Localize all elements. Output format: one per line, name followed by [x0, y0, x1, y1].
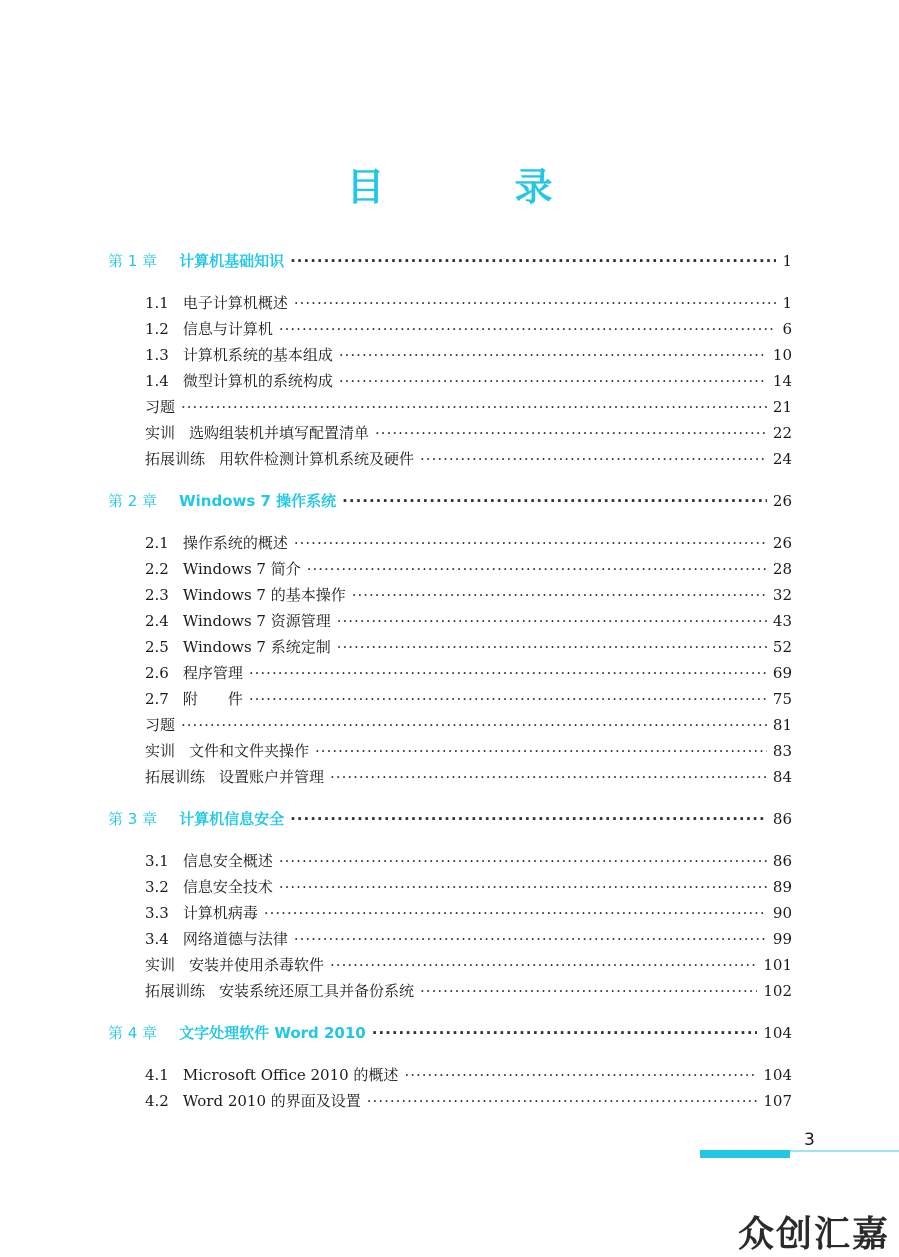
toc-entry-page: 90 [772, 904, 792, 922]
toc-leader-dots [294, 290, 777, 316]
toc-leader-dots [339, 368, 767, 394]
toc-entry-page: 102 [763, 982, 792, 1000]
toc-entry-number: 拓展训练 [145, 768, 206, 786]
toc-entry-number: 2.3 [145, 586, 169, 604]
toc-entry-number: 3.2 [145, 878, 169, 896]
toc-section-entry [108, 608, 792, 634]
toc-section-entry [108, 660, 792, 686]
toc-leader-dots [420, 446, 767, 472]
toc-section-entry [108, 634, 792, 660]
toc-chapter-entry [108, 806, 792, 832]
toc-section-entry [108, 368, 792, 394]
table-of-contents [108, 248, 792, 1114]
toc-entry-page: 22 [772, 424, 792, 442]
toc-leader-dots [279, 848, 767, 874]
toc-entry-label: 微型计算机的系统构成 [182, 372, 333, 390]
toc-section-entry [108, 764, 792, 790]
toc-entry-label: Windows 7 的基本操作 [182, 586, 346, 604]
toc-entry-label: 文字处理软件 Word 2010 [179, 1024, 366, 1042]
toc-leader-dots [264, 900, 767, 926]
toc-entry-label: 安装并使用杀毒软件 [189, 956, 325, 974]
toc-entry-number: 3.4 [145, 930, 169, 948]
toc-leader-dots [420, 978, 757, 1004]
toc-leader-dots [290, 806, 767, 832]
toc-entry-page: 99 [772, 930, 792, 948]
toc-section-entry [108, 556, 792, 582]
toc-section-entry [108, 926, 792, 952]
toc-entry-number: 1.4 [145, 372, 169, 390]
footer-rule [700, 1150, 899, 1158]
toc-entry-page: 10 [772, 346, 792, 364]
toc-leader-dots [337, 608, 767, 634]
toc-leader-dots [330, 764, 767, 790]
toc-entry-label: 选购组装机并填写配置清单 [189, 424, 370, 442]
toc-entry-page: 81 [772, 716, 792, 734]
toc-entry-page: 86 [772, 852, 792, 870]
toc-entry-number: 4.2 [145, 1092, 169, 1110]
toc-entry-label: Windows 7 资源管理 [182, 612, 331, 630]
toc-entry-page: 104 [763, 1024, 792, 1042]
footer-rule-thick [700, 1150, 790, 1158]
toc-entry-label: 设置账户并管理 [219, 768, 325, 786]
toc-section-entry [108, 874, 792, 900]
toc-entry-label: Windows 7 简介 [182, 560, 301, 578]
toc-leader-dots [315, 738, 767, 764]
toc-entry-number: 3.3 [145, 904, 169, 922]
toc-section-entry [108, 712, 792, 738]
toc-entry-label: 电子计算机概述 [182, 294, 288, 312]
toc-entry-label: 计算机基础知识 [179, 252, 285, 270]
toc-entry-page: 89 [772, 878, 792, 896]
toc-section-entry [108, 738, 792, 764]
toc-entry-page: 24 [772, 450, 792, 468]
toc-entry-page: 75 [772, 690, 792, 708]
toc-entry-label: 习题 [145, 398, 176, 416]
toc-entry-page: 86 [772, 810, 792, 828]
toc-leader-dots [249, 660, 767, 686]
page-title: 目 录 [346, 165, 599, 209]
watermark-logo: 众创汇嘉 [738, 1214, 891, 1255]
toc-leader-dots [307, 556, 767, 582]
toc-entry-number: 实训 [145, 956, 176, 974]
toc-leader-dots [337, 634, 767, 660]
toc-leader-dots [279, 316, 777, 342]
toc-entry-number: 拓展训练 [145, 982, 206, 1000]
toc-section-entry [108, 900, 792, 926]
toc-entry-label: Windows 7 操作系统 [179, 492, 337, 510]
toc-leader-dots [404, 1062, 757, 1088]
toc-entry-number: 2.5 [145, 638, 169, 656]
toc-leader-dots [352, 582, 767, 608]
toc-entry-label: 习题 [145, 716, 176, 734]
toc-section-entry [108, 1088, 792, 1114]
toc-section-entry [108, 530, 792, 556]
toc-entry-number: 1.3 [145, 346, 169, 364]
toc-entry-number: 1.1 [145, 294, 169, 312]
toc-leader-dots [181, 712, 767, 738]
toc-chapter-entry [108, 488, 792, 514]
toc-entry-label: Windows 7 系统定制 [182, 638, 331, 656]
toc-entry-label: Microsoft Office 2010 的概述 [182, 1066, 399, 1084]
toc-entry-label: 用软件检测计算机系统及硬件 [219, 450, 415, 468]
toc-entry-label: 信息安全技术 [182, 878, 273, 896]
toc-entry-number: 4.1 [145, 1066, 169, 1084]
toc-entry-label: 信息与计算机 [182, 320, 273, 338]
footer-rule-thin [790, 1150, 899, 1152]
toc-section-entry [108, 420, 792, 446]
toc-entry-page: 14 [772, 372, 792, 390]
toc-entry-page: 107 [763, 1092, 792, 1110]
toc-entry-page: 52 [772, 638, 792, 656]
toc-entry-label: 附 件 [182, 690, 243, 708]
page-number: 3 [804, 1130, 815, 1150]
toc-entry-number: 第 1 章 [108, 252, 158, 270]
toc-entry-number: 2.4 [145, 612, 169, 630]
toc-entry-number: 2.2 [145, 560, 169, 578]
toc-entry-number: 2.1 [145, 534, 169, 552]
toc-leader-dots [342, 488, 767, 514]
toc-entry-label: 操作系统的概述 [182, 534, 288, 552]
toc-entry-page: 43 [772, 612, 792, 630]
toc-section-entry [108, 848, 792, 874]
toc-section-entry [108, 394, 792, 420]
toc-leader-dots [294, 530, 767, 556]
toc-entry-number: 实训 [145, 424, 176, 442]
toc-entry-number: 实训 [145, 742, 176, 760]
toc-entry-number: 第 2 章 [108, 492, 158, 510]
toc-leader-dots [372, 1020, 758, 1046]
toc-section-entry [108, 316, 792, 342]
toc-entry-page: 32 [772, 586, 792, 604]
toc-section-entry [108, 952, 792, 978]
toc-leader-dots [294, 926, 767, 952]
toc-entry-label: 网络道德与法律 [182, 930, 288, 948]
toc-entry-label: Word 2010 的界面及设置 [182, 1092, 361, 1110]
toc-entry-page: 1 [782, 294, 792, 312]
toc-entry-label: 计算机信息安全 [179, 810, 285, 828]
toc-leader-dots [339, 342, 767, 368]
toc-leader-dots [249, 686, 767, 712]
toc-leader-dots [375, 420, 767, 446]
toc-leader-dots [181, 394, 767, 420]
toc-leader-dots [290, 248, 776, 274]
toc-section-entry [108, 446, 792, 472]
toc-section-entry [108, 1062, 792, 1088]
toc-entry-page: 101 [763, 956, 792, 974]
toc-entry-number: 3.1 [145, 852, 169, 870]
toc-entry-page: 69 [772, 664, 792, 682]
toc-entry-page: 26 [772, 534, 792, 552]
toc-section-entry [108, 342, 792, 368]
toc-entry-page: 21 [772, 398, 792, 416]
toc-entry-page: 1 [782, 252, 792, 270]
toc-entry-number: 拓展训练 [145, 450, 206, 468]
toc-entry-page: 26 [772, 492, 792, 510]
toc-entry-number: 2.7 [145, 690, 169, 708]
toc-section-entry [108, 978, 792, 1004]
toc-entry-number: 2.6 [145, 664, 169, 682]
toc-chapter-entry [108, 1020, 792, 1046]
toc-entry-label: 计算机系统的基本组成 [182, 346, 333, 364]
toc-entry-page: 104 [763, 1066, 792, 1084]
toc-section-entry [108, 582, 792, 608]
toc-entry-number: 第 4 章 [108, 1024, 158, 1042]
toc-section-entry [108, 686, 792, 712]
toc-section-entry [108, 290, 792, 316]
toc-entry-label: 信息安全概述 [182, 852, 273, 870]
toc-leader-dots [367, 1088, 758, 1114]
toc-chapter-entry [108, 248, 792, 274]
toc-entry-label: 文件和文件夹操作 [189, 742, 310, 760]
toc-entry-page: 6 [782, 320, 792, 338]
toc-entry-number: 第 3 章 [108, 810, 158, 828]
toc-entry-label: 计算机病毒 [182, 904, 258, 922]
toc-entry-page: 83 [772, 742, 792, 760]
toc-leader-dots [279, 874, 767, 900]
toc-entry-number: 1.2 [145, 320, 169, 338]
toc-entry-page: 28 [772, 560, 792, 578]
toc-entry-label: 安装系统还原工具并备份系统 [219, 982, 415, 1000]
toc-leader-dots [330, 952, 757, 978]
toc-entry-page: 84 [772, 768, 792, 786]
toc-entry-label: 程序管理 [182, 664, 243, 682]
